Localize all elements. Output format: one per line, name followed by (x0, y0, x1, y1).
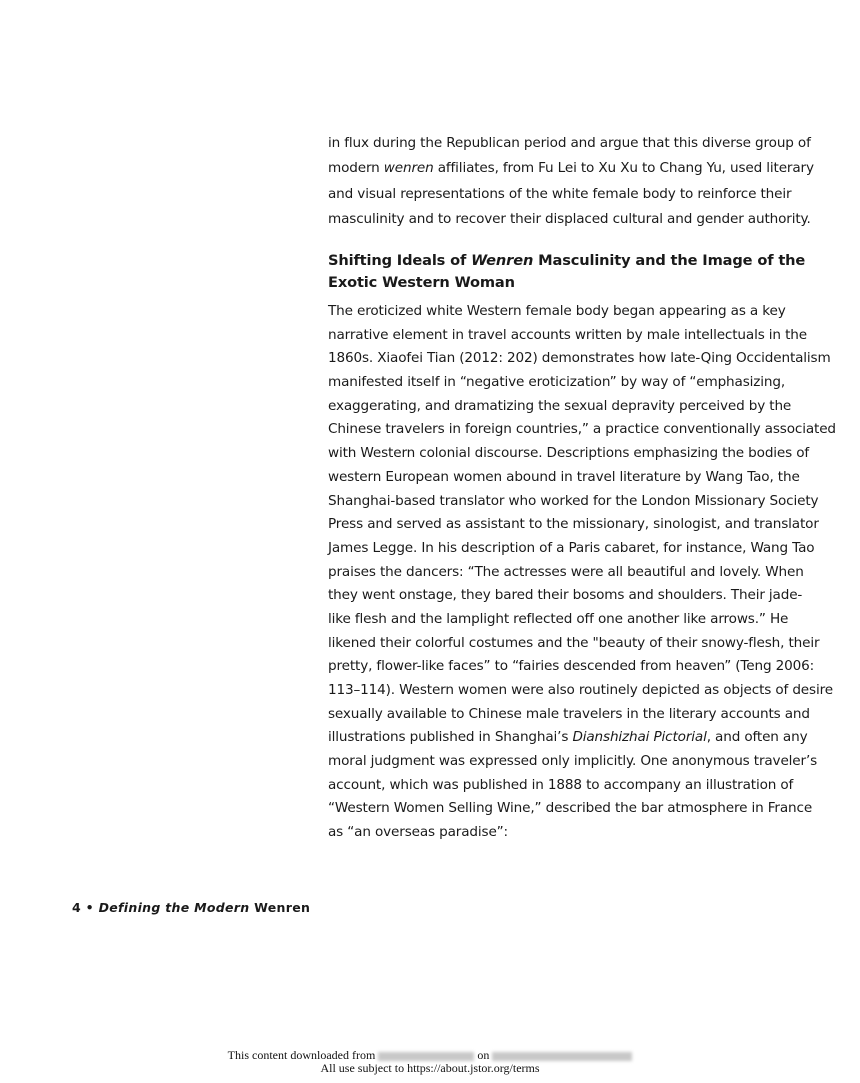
text-line (328, 679, 833, 703)
text-line (328, 561, 804, 585)
text-line (328, 584, 803, 608)
text-segment: affiliates, from Fu Lei to Xu Xu to Chang Yu, used literary (433, 160, 814, 177)
italic-text: Wenren (471, 252, 534, 269)
text-segment: and visual representations of the white female body to reinforce their (328, 185, 792, 202)
text-line (328, 797, 813, 821)
text-line (328, 774, 794, 798)
text-segment: Shifting Ideals of (328, 252, 472, 269)
text-segment: pretty, flower-like faces” to “fairies descended from heaven” (Teng 2006: (328, 658, 815, 675)
text-line (328, 272, 785, 294)
text-line (328, 513, 819, 537)
text-segment: account, which was published in 1888 to accompany an illustration of (328, 776, 794, 793)
text-segment: manifested itself in “negative eroticization” by way of “emphasizing, (328, 374, 785, 391)
text-segment: 1860s. Xiaofei Tian (2012: 202) demonstrates how late-Qing Occidentalism (328, 350, 831, 367)
text-segment: narrative element in travel accounts written by male intellectuals in the (328, 326, 807, 343)
text-segment: praises the dancers: “The actresses were all beautiful and lovely. When (328, 563, 804, 580)
italic-text: wenren (383, 160, 434, 177)
text-line (328, 821, 785, 845)
text-line (328, 324, 807, 348)
text-segment: modern (328, 160, 384, 177)
text-segment: Exotic Western Woman (328, 274, 515, 291)
redacted-ip (378, 1052, 474, 1061)
redacted-timestamp (492, 1052, 632, 1061)
text-line (328, 655, 815, 679)
text-line (328, 442, 810, 466)
text-segment: illustrations published in Shanghai’s (328, 729, 573, 746)
terms-notice: All use subject to https://about.jstor.org/terms (320, 1061, 540, 1075)
text-segment: moral judgment was expressed only implicitly. One anonymous traveler’s (328, 753, 818, 770)
book-title-roman: Wenren (254, 900, 311, 915)
text-line (328, 300, 785, 324)
page-number: 4 (72, 900, 81, 915)
text-segment: western European women abound in travel literature by Wang Tao, the (328, 468, 800, 485)
text-line (328, 182, 792, 207)
text-segment: in flux during the Republican period and argue that this diverse group of (328, 135, 811, 151)
text-segment: Masculinity and the Image of the (533, 252, 806, 269)
text-line (328, 207, 811, 232)
download-notice-on: on (474, 1048, 493, 1062)
text-line (328, 608, 789, 632)
text-line (328, 490, 819, 514)
book-title-italic: Defining the Modern (98, 900, 255, 915)
text-line (328, 726, 808, 750)
download-notice-text: This content downloaded from (227, 1048, 379, 1062)
text-segment: Shanghai-based translator who worked for the London Missionary Society (328, 492, 819, 509)
text-line (328, 131, 811, 156)
text-line (328, 750, 818, 774)
running-footer (72, 900, 310, 915)
italic-text: Dianshizhai Pictorial (572, 729, 707, 746)
text-line (328, 418, 836, 442)
text-line (328, 395, 792, 419)
text-segment: Chinese travelers in foreign countries,” a practice conventionally associated (328, 421, 836, 438)
body-paragraph-main (328, 300, 836, 845)
text-line (328, 156, 814, 181)
text-segment: Press and served as assistant to the missionary, sinologist, and translator (328, 516, 819, 533)
text-line (328, 466, 800, 490)
text-line (328, 537, 815, 561)
text-segment: masculinity and to recover their displaced cultural and gender authority. (328, 210, 811, 227)
text-segment: sexually available to Chinese male travelers in the literary accounts and (328, 705, 810, 722)
section-heading (328, 250, 806, 294)
text-line (328, 347, 831, 371)
text-segment: , and often any (706, 729, 808, 746)
text-segment: 113–114). Western women were also routinely depicted as objects of desire (328, 682, 833, 698)
text-line (328, 632, 820, 656)
text-segment: The eroticized white Western female body began appearing as a key (328, 303, 786, 319)
text-segment: “Western Women Selling Wine,” described the bar atmosphere in France (328, 800, 813, 817)
body-paragraph-intro (328, 131, 814, 232)
text-segment: with Western colonial discourse. Descriptions emphasizing the bodies of (328, 445, 810, 462)
text-segment: exaggerating, and dramatizing the sexual depravity perceived by the (328, 397, 792, 414)
jstor-download-notice (0, 1049, 860, 1075)
text-line (328, 703, 810, 727)
text-line (328, 250, 806, 272)
bullet-separator: • (81, 900, 99, 915)
text-segment: as “an overseas paradise”: (328, 824, 508, 841)
text-segment: like flesh and the lamplight reflected off one another like arrows.” He (328, 610, 789, 627)
text-segment: they went onstage, they bared their bosoms and shoulders. Their jade- (328, 587, 803, 604)
text-line (328, 371, 785, 395)
text-segment: James Legge. In his description of a Paris cabaret, for instance, Wang Tao (328, 539, 815, 556)
text-segment: likened their colorful costumes and the "beauty of their snowy-flesh, their (328, 634, 820, 651)
